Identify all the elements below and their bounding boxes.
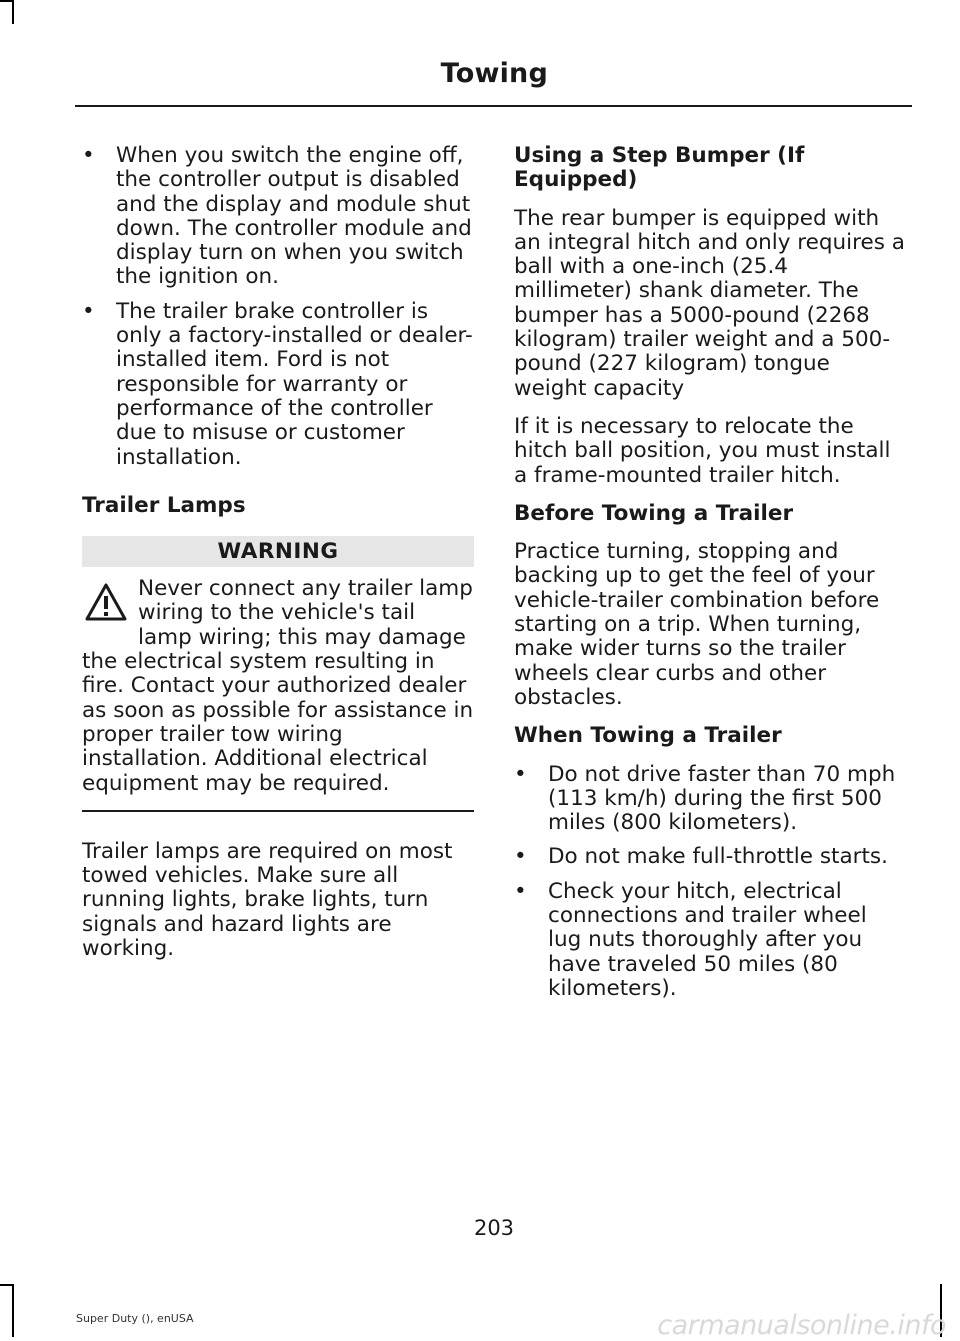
warning-box xyxy=(82,567,474,796)
edition-footer: Super Duty (), enUSA xyxy=(76,1312,194,1325)
bullet-text: Do not make full-throttle starts. xyxy=(548,844,888,870)
bullet-glyph: • xyxy=(514,878,527,904)
crop-mark xyxy=(12,1284,14,1337)
warning-label: WARNING xyxy=(82,536,474,567)
crop-mark xyxy=(0,0,12,2)
crop-mark xyxy=(12,0,14,24)
warning-triangle-icon xyxy=(84,581,128,625)
header-divider xyxy=(75,105,912,107)
section-heading-step-bumper: Using a Step Bumper (If Equipped) xyxy=(514,143,805,193)
left-column xyxy=(82,144,474,975)
bullet-text: When you switch the engine off, the controller output is disabled and the display and module shut down. The controller module and display turn on when you switch the ignition on. xyxy=(116,143,472,290)
section-heading-trailer-lamps: Trailer Lamps xyxy=(82,492,246,518)
section-heading-when-towing: When Towing a Trailer xyxy=(514,723,782,749)
watermark: carmanualsonline.info xyxy=(657,1310,946,1341)
bullet-glyph: • xyxy=(82,298,95,324)
list-item xyxy=(82,144,474,290)
page-title: Towing xyxy=(440,58,548,89)
trailer-lamps-paragraph: Trailer lamps are required on most towed vehicles. Make sure all running lights, brake lights, turn signals and hazard lights are working. xyxy=(82,838,453,962)
bullet-text: The trailer brake controller is only a factory-installed or dealer-installed item. Ford is not responsible for warranty or performance of the controller due to misuse or customer installation. xyxy=(116,298,473,470)
list-item xyxy=(514,880,906,1001)
bullet-glyph: • xyxy=(514,761,527,787)
before-towing-paragraph: Practice turning, stopping and backing up to get the feel of your vehicle-trailer combination before starting on a trip. When turning, make wider turns so the trailer wheels clear curbs and other obstacles. xyxy=(514,539,880,710)
bullet-text: Do not drive faster than 70 mph (113 km/h) during the first 500 miles (800 kilometers). xyxy=(548,761,896,836)
page-number: 203 xyxy=(473,1216,515,1240)
bullet-glyph: • xyxy=(514,844,527,870)
warning-text: Never connect any trailer lamp wiring to the vehicle's tail lamp wiring; this may damage the electrical system resulting in fire. Contact your authorized dealer as soon as possible for assistance in proper trailer tow wiring installation. Additional electrical equipment may be required. xyxy=(82,576,474,796)
section-heading-before-towing: Before Towing a Trailer xyxy=(514,500,794,526)
list-item xyxy=(514,845,906,869)
step-bumper-paragraph-2: If it is necessary to relocate the hitch ball position, you must install a frame-mounted trailer hitch. xyxy=(514,413,891,488)
bullet-glyph: • xyxy=(82,143,95,168)
list-item xyxy=(514,763,906,836)
warning-divider xyxy=(82,810,474,812)
list-item xyxy=(82,300,474,470)
bullet-text: Check your hitch, electrical connections and trailer wheel lug nuts thoroughly after you have traveled 50 miles (80 kilometers). xyxy=(548,878,867,1001)
right-column xyxy=(514,144,906,1011)
step-bumper-paragraph: The rear bumper is equipped with an integral hitch and only requires a ball with a one-inch (25.4 millimeter) shank diameter. The bumper has a 5000-pound (2268 kilogram) trailer weight and a 500-pound (227 kilogram) tongue weight capacity xyxy=(514,205,905,401)
